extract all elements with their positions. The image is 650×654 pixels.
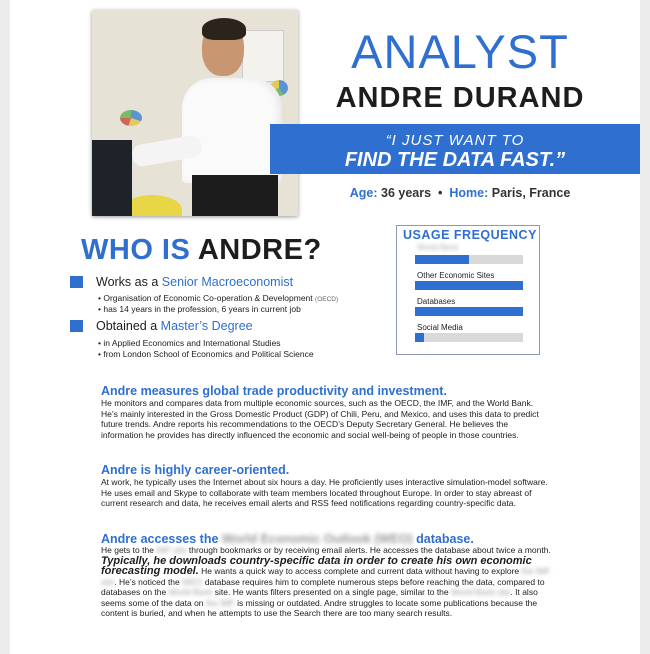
edu-bullet-square <box>70 320 83 332</box>
usage-bar-0 <box>415 255 523 264</box>
usage-bar-fill <box>415 255 469 264</box>
edu-bullet-1-text: in Applied Economics and International Studies <box>103 338 281 348</box>
work-bullet-1-text: Organisation of Economic Co-operation & Development <box>103 293 313 303</box>
s3-d: . He’s noticed the <box>114 576 180 587</box>
s3-redacted-2: the IMF site <box>101 566 551 587</box>
edu-degree: Master’s Degree <box>160 319 253 333</box>
section-1-text: He monitors and compares data from multiple economic sources, such as the OECD, the IMF, and the World Bank. He’s mainly interested in the Gross Domestic Product (GDP) of Chili, Peru, and Mexico, and uses this data to predict future trends. Andre reports his recommendations to the OECD’s Deputy Secretary General. He believes the information he provides has directly influenced the economic and social well-being of people in those countries. <box>101 398 539 440</box>
work-bullet-1: • Organisation of Economic Co-operation & Development (OECD) <box>98 293 339 303</box>
edu-heading <box>96 319 253 333</box>
s3-redacted-1: IMF site <box>156 545 187 555</box>
home-value: Paris, France <box>491 186 571 200</box>
usage-bar-3 <box>415 333 523 342</box>
edu-bullet-1: • in Applied Economics and International Studies <box>98 338 281 348</box>
quote-line-1: “I JUST WANT TO <box>385 132 525 149</box>
s3-redacted-3: WEO <box>182 576 203 587</box>
who-heading <box>81 234 322 267</box>
usage-frequency-box <box>396 225 540 355</box>
section-3-heading-pre: Andre accesses the <box>101 532 219 546</box>
s3-highlight: Typically, he downloads country-specific data in order to create his own economic forecasting model. <box>101 554 532 577</box>
usage-label-1: Other Economic Sites <box>417 271 495 280</box>
s3-redacted-5: World Bank site <box>451 587 511 597</box>
quote-band <box>270 124 640 174</box>
s3-redacted-6: the IMF <box>205 597 235 608</box>
usage-bar-fill <box>415 333 424 342</box>
photo-other-person <box>92 140 132 216</box>
persona-photo <box>92 10 298 216</box>
work-bullet-square <box>70 276 83 288</box>
usage-bar-1 <box>415 281 523 290</box>
s3-h: is missing or outdated. Andre struggles to locate some publications because the content is buried, and when he attempts to use the Search there are too many search results. <box>101 597 538 618</box>
section-3-heading <box>101 532 474 546</box>
s3-g: . It also seems some of the data on <box>101 587 538 608</box>
usage-bar-fill <box>415 281 523 290</box>
persona-role-title: ANALYST <box>351 25 569 78</box>
s3-b: through bookmarks or by receiving email alerts. He accesses the database about twice a month. <box>188 545 551 555</box>
edu-prefix: Obtained a <box>96 319 158 333</box>
quote-line-2: FIND THE DATA FAST.” <box>344 149 566 171</box>
photo-hair <box>202 18 246 40</box>
usage-label-3: Social Media <box>417 323 463 332</box>
oecd-abbrev: (OECD) <box>315 296 339 303</box>
edu-bullet-2-text: from London School of Economics and Political Science <box>103 349 314 359</box>
photo-whiteboard <box>242 30 284 82</box>
section-3-text <box>101 545 551 619</box>
section-1-heading: Andre measures global trade productivity and investment. <box>101 384 447 398</box>
usage-label-2: Databases <box>417 297 456 306</box>
work-heading <box>96 275 293 289</box>
section-2-text: At work, he typically uses the Internet about six hours a day. He proficiently uses interactive simulation-model software. He uses email and Skype to collaborate with team members located throughout Europe. In order to stay abreast of current research and data, he receives email alerts and RSS feed notifications regarding country-specific data. <box>101 477 548 508</box>
work-bullet-2: • has 14 years in the profession, 6 years in current job <box>98 304 301 314</box>
s3-f: site. He wants filters presented on a single page, similar to the <box>214 587 449 597</box>
section-3-heading-redacted: World Economic Outlook (WEO) <box>221 532 413 546</box>
persona-page <box>10 0 640 654</box>
usage-bar-2 <box>415 307 523 316</box>
home-label: Home: <box>449 186 489 200</box>
persona-meta <box>300 186 620 200</box>
work-bullet-2-text: has 14 years in the profession, 6 years in current job <box>103 304 301 314</box>
usage-label-0: World Bank <box>417 243 459 252</box>
photo-shirt <box>182 78 282 183</box>
meta-separator: • <box>438 186 443 200</box>
work-role: Senior Macroeconomist <box>161 275 294 289</box>
photo-trousers <box>192 175 278 216</box>
s3-c: He wants a quick way to access complete and current data without having to explore <box>201 566 520 576</box>
who-heading-dark: ANDRE? <box>197 234 322 266</box>
work-prefix: Works as a <box>96 275 159 289</box>
section-3-heading-post: database. <box>416 532 474 546</box>
photo-pie-chart-left <box>120 110 142 126</box>
age-value: 36 years <box>381 186 432 200</box>
section-2-heading: Andre is highly career-oriented. <box>101 463 290 477</box>
usage-bar-fill <box>415 307 523 316</box>
edu-bullet-2: • from London School of Economics and Political Science <box>98 349 314 359</box>
usage-title: USAGE FREQUENCY <box>403 228 537 242</box>
s3-redacted-4: World Bank <box>168 587 213 597</box>
age-label: Age: <box>349 186 378 200</box>
who-heading-blue: WHO IS <box>81 234 191 266</box>
s3-e: database requires him to complete numerous steps before reaching the data, compared to databases on the <box>101 576 545 597</box>
persona-name: ANDRE DURAND <box>335 82 585 114</box>
s3-a: He gets to the <box>101 545 154 555</box>
